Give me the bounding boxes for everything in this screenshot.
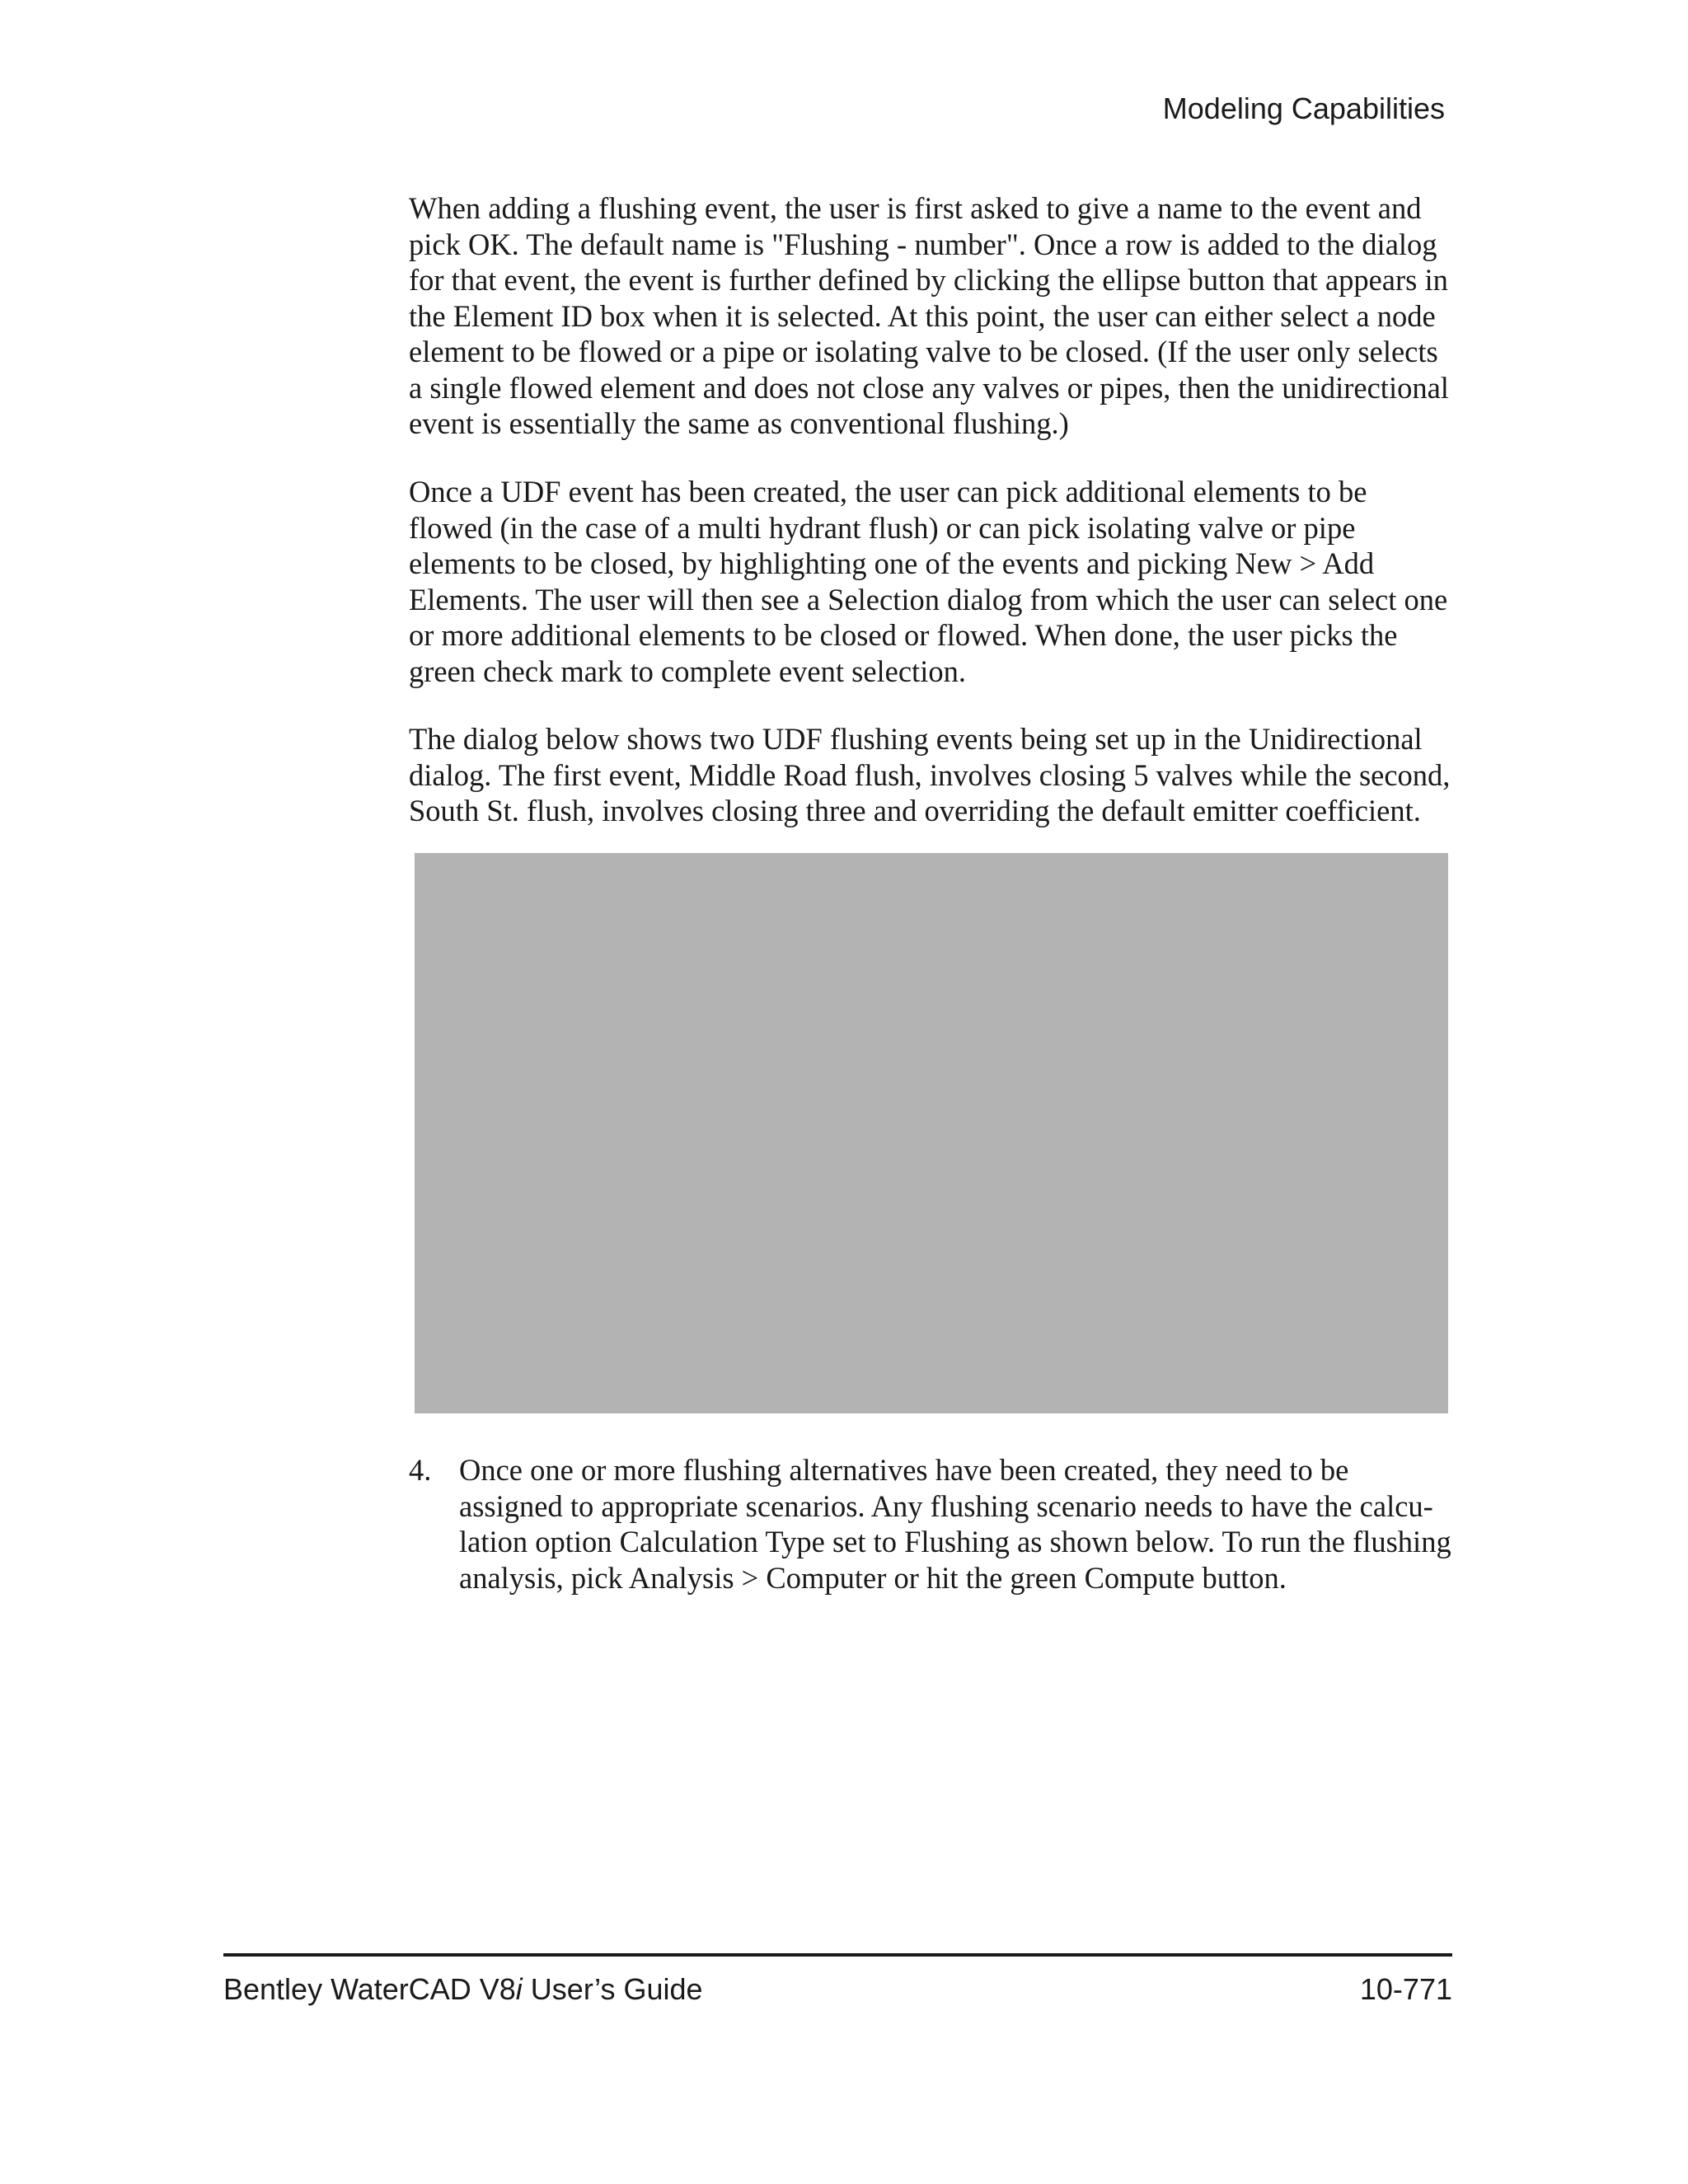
text-line: analysis, pick Analysis > Computer or hit the green Compute button.: [459, 1560, 1287, 1595]
list-item-number: 4.: [409, 1453, 432, 1487]
text-line: event is essentially the same as conventional flushing.): [409, 406, 1069, 440]
text-line: Once a UDF event has been created, the user can pick additional elements to be: [409, 475, 1367, 509]
text-line: elements to be closed, by highlighting one of the events and picking New > Add: [409, 546, 1375, 580]
text-line: South St. flush, involves closing three and overriding the default emitter coefficient.: [409, 794, 1421, 827]
guide-title-prefix: Bentley WaterCAD V8: [223, 1972, 516, 2006]
text-line: lation option Calculation Type set to Flushing as shown below. To run the flushing: [459, 1525, 1451, 1558]
running-header: Modeling Capabilities: [1162, 91, 1445, 125]
guide-title-suffix: User’s Guide: [522, 1972, 703, 2006]
text-line: Once one or more flushing alternatives have been created, they need to be: [459, 1453, 1349, 1487]
text-line: When adding a flushing event, the user is first asked to give a name to the event and: [409, 191, 1422, 225]
text-line: the Element ID box when it is selected. At this point, the user can either select a node: [409, 298, 1436, 333]
page-number: 10-771: [1359, 1972, 1452, 2006]
text-line: assigned to appropriate scenarios. Any flushing scenario needs to have the calcu-: [459, 1488, 1433, 1523]
paragraph-udf-event: [409, 474, 1449, 689]
guide-title-italic: i: [515, 1972, 523, 2006]
list-item-text: [459, 1452, 1451, 1596]
paragraph-dialog-description: [409, 721, 1449, 829]
text-line: green check mark to complete event selection.: [409, 654, 966, 688]
text-line: pick OK. The default name is "Flushing - number". Once a row is added to the dialog: [409, 227, 1437, 261]
footer-guide-title: [223, 1970, 703, 2009]
text-line: element to be flowed or a pipe or isolating valve to be closed. (If the user only selects: [409, 335, 1438, 368]
text-line: or more additional elements to be closed or flowed. When done, the user picks the: [409, 618, 1398, 652]
footer-divider: [223, 1953, 1452, 1957]
paragraph-flushing-event: [409, 190, 1449, 442]
figure-placeholder: [415, 853, 1448, 1413]
text-line: dialog. The first event, Middle Road flush, involves closing 5 valves while the second,: [409, 757, 1451, 792]
text-line: Elements. The user will then see a Selection dialog from which the user can select one: [409, 582, 1448, 616]
text-line: The dialog below shows two UDF flushing events being set up in the Unidirectional: [409, 722, 1423, 756]
text-line: a single flowed element and does not close any valves or pipes, then the unidirectional: [409, 370, 1449, 405]
text-line: for that event, the event is further defined by clicking the ellipse button that appears in: [409, 263, 1448, 297]
text-line: flowed (in the case of a multi hydrant flush) or can pick isolating valve or pipe: [409, 510, 1356, 545]
